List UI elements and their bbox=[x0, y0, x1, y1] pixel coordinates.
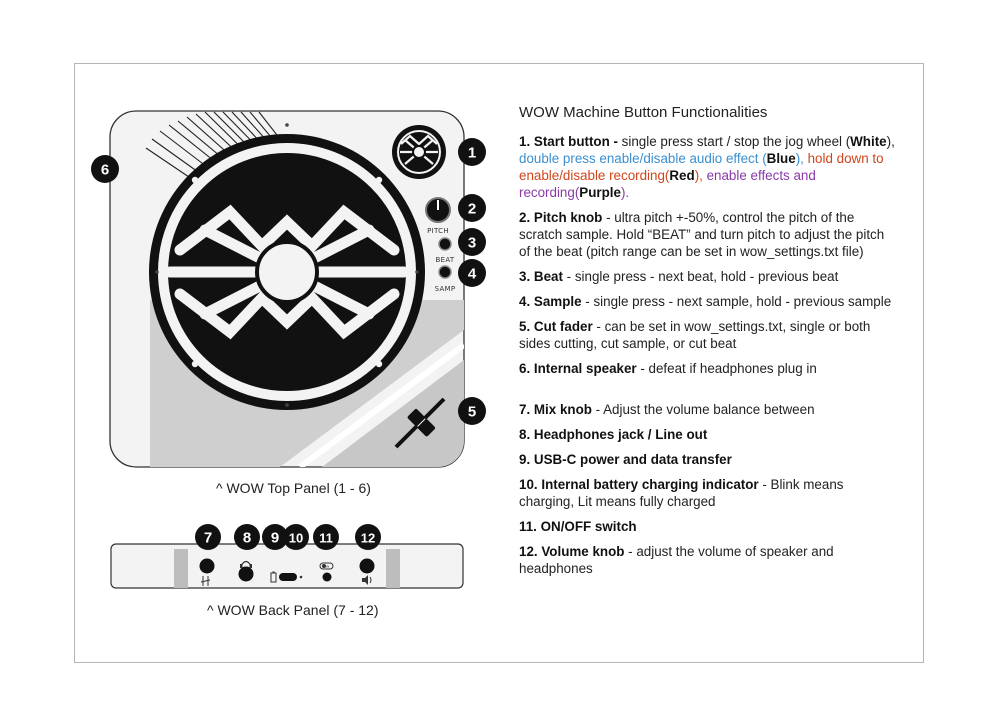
item-sample: 4. Sample - single press - next sample, hold - previous sample bbox=[519, 294, 892, 309]
badge-12 bbox=[355, 524, 381, 550]
volume-knob[interactable] bbox=[360, 559, 375, 574]
item-usb-c: 9. USB-C power and data transfer bbox=[519, 452, 732, 467]
svg-text:6: 6 bbox=[100, 161, 110, 179]
badge-7 bbox=[195, 524, 221, 550]
switch-body bbox=[323, 573, 332, 582]
pitch-label: PITCH bbox=[427, 227, 449, 235]
item-internal-speaker: 6. Internal speaker - defeat if headphones plug in bbox=[519, 361, 817, 376]
item-on-off-switch: 11. ON/OFF switch bbox=[519, 519, 637, 534]
usb-c-port[interactable] bbox=[279, 573, 297, 581]
svg-text:11: 11 bbox=[319, 530, 333, 546]
badge-11 bbox=[313, 524, 339, 550]
badge-8 bbox=[234, 524, 260, 550]
top-panel bbox=[110, 111, 464, 467]
badge-5 bbox=[458, 397, 486, 425]
item-headphones-jack: 8. Headphones jack / Line out bbox=[519, 427, 708, 442]
svg-text:2: 2 bbox=[467, 200, 477, 218]
svg-text:8: 8 bbox=[242, 529, 252, 547]
item-mix-knob: 7. Mix knob - Adjust the volume balance between bbox=[519, 402, 815, 417]
mix-knob[interactable] bbox=[200, 559, 215, 574]
beat-label: BEAT bbox=[435, 256, 455, 264]
badge-2 bbox=[458, 194, 486, 222]
sample-button[interactable] bbox=[439, 266, 451, 278]
svg-text:4: 4 bbox=[467, 265, 477, 283]
svg-text:5: 5 bbox=[467, 403, 477, 421]
jog-wheel[interactable] bbox=[149, 134, 425, 410]
beat-button[interactable] bbox=[439, 238, 451, 250]
badge-1 bbox=[458, 138, 486, 166]
badge-10 bbox=[283, 524, 309, 550]
back-panel-caption: ^ WOW Back Panel (7 - 12) bbox=[207, 602, 379, 618]
samp-label: SAMP bbox=[434, 285, 456, 293]
item-start-button: 1. Start button - single press start / stop the jog wheel (White), double press enable/disable audio effect (Blue), hold down to enable/disable recording(Red), enable effects and recording(Purple). bbox=[519, 134, 895, 200]
svg-text:10: 10 bbox=[288, 530, 304, 546]
svg-text:1: 1 bbox=[467, 144, 477, 162]
top-panel-caption: ^ WOW Top Panel (1 - 6) bbox=[216, 480, 371, 496]
badge-3 bbox=[458, 228, 486, 256]
doc-title: WOW Machine Button Functionalities bbox=[519, 104, 768, 121]
back-panel bbox=[111, 544, 463, 588]
svg-text:7: 7 bbox=[203, 529, 213, 547]
item-cut-fader: 5. Cut fader - can be set in wow_settings.txt, single or both sides cutting, cut sample, or cut beat bbox=[519, 319, 871, 351]
svg-text:3: 3 bbox=[467, 234, 477, 252]
item-beat: 3. Beat - single press - next beat, hold - previous beat bbox=[519, 269, 839, 284]
pitch-knob[interactable] bbox=[426, 198, 450, 222]
item-volume-knob: 12. Volume knob - adjust the volume of speaker and headphones bbox=[519, 544, 834, 576]
switch-label: ON bbox=[324, 564, 330, 569]
charging-indicator bbox=[300, 576, 303, 579]
svg-text:12: 12 bbox=[360, 530, 376, 546]
item-charging-indicator: 10. Internal battery charging indicator - Blink means charging, Lit means fully charged bbox=[519, 477, 844, 509]
badge-6 bbox=[91, 155, 119, 183]
functionality-list bbox=[519, 104, 899, 585]
badge-4 bbox=[458, 259, 486, 287]
start-button[interactable] bbox=[392, 125, 446, 179]
item-pitch-knob: 2. Pitch knob - ultra pitch +-50%, control the pitch of the scratch sample. Hold “BEAT” and turn pitch to adjust the pitch of the beat (pitch range can be set in wow_settings.txt file) bbox=[519, 210, 885, 259]
headphones-jack[interactable] bbox=[239, 567, 254, 582]
svg-text:9: 9 bbox=[270, 529, 280, 547]
